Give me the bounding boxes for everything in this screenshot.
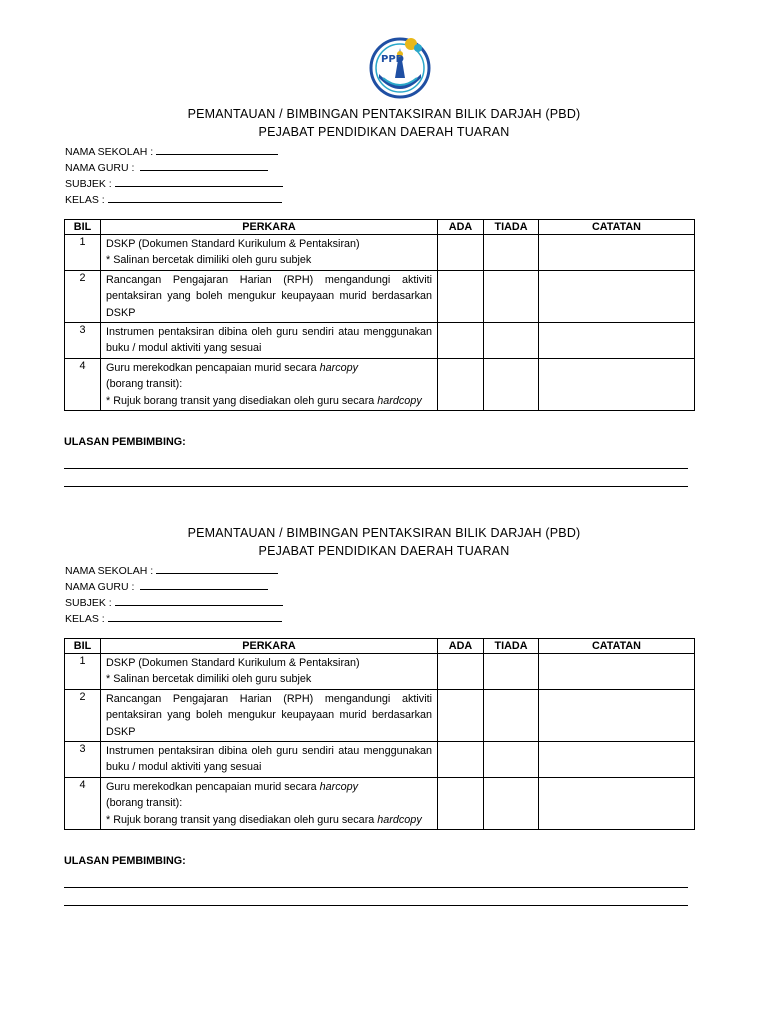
logo-text: PPD [381,54,404,65]
row-number: 3 [65,742,101,778]
row-perkara: DSKP (Dokumen Standard Kurikulum & Pentaksiran) * Salinan bercetak dimiliki oleh guru subjek [101,235,438,271]
form-fields [65,563,768,627]
cell-tiada[interactable] [484,654,539,690]
header-tiada: TIADA [484,639,539,654]
field-subjek[interactable]: SUBJEK : [65,176,768,192]
header-bil: BIL [65,220,101,235]
field-nama-sekolah[interactable]: NAMA SEKOLAH : [65,144,768,160]
ppd-logo [367,34,433,100]
row-perkara: Guru merekodkan pencapaian murid secara harcopy (borang transit): * Rujuk borang transit yang disediakan oleh guru secara hardcopy [101,358,438,410]
cell-catatan[interactable] [539,270,695,322]
row-number: 4 [65,358,101,410]
form-2 [0,525,768,867]
table-row [65,689,695,741]
cell-tiada[interactable] [484,323,539,359]
cell-catatan[interactable] [539,742,695,778]
table-header-row [65,639,695,654]
cell-ada[interactable] [438,777,484,829]
ulasan-line[interactable] [64,887,688,888]
form-title: PEMANTAUAN / BIMBINGAN PENTAKSIRAN BILIK DARJAH (PBD) [187,526,581,540]
row-perkara: Rancangan Pengajaran Harian (RPH) mengandungi aktiviti pentaksiran yang boleh mengukur keupayaan murid berdasarkan DSKP [101,270,438,322]
cell-ada[interactable] [438,358,484,410]
cell-catatan[interactable] [539,689,695,741]
row-number: 2 [65,270,101,322]
cell-ada[interactable] [438,689,484,741]
cell-catatan[interactable] [539,654,695,690]
header-perkara: PERKARA [101,639,438,654]
header-tiada: TIADA [484,220,539,235]
cell-tiada[interactable] [484,689,539,741]
table-header-row [65,220,695,235]
ulasan-label: ULASAN PEMBIMBING: [64,855,186,867]
form-title: PEMANTAUAN / BIMBINGAN PENTAKSIRAN BILIK DARJAH (PBD) [187,107,581,121]
ulasan-line[interactable] [64,905,688,906]
header-catatan: CATATAN [539,639,695,654]
ulasan-line[interactable] [64,486,688,487]
row-number: 1 [65,235,101,271]
field-subjek[interactable]: SUBJEK : [65,595,768,611]
field-kelas[interactable]: KELAS : [65,192,768,208]
form-subtitle: PEJABAT PENDIDIKAN DAERAH TUARAN [258,125,510,139]
cell-ada[interactable] [438,235,484,271]
header-perkara: PERKARA [101,220,438,235]
row-number: 3 [65,323,101,359]
ulasan-label: ULASAN PEMBIMBING: [64,436,186,448]
row-number: 4 [65,777,101,829]
cell-tiada[interactable] [484,742,539,778]
form-subtitle: PEJABAT PENDIDIKAN DAERAH TUARAN [258,544,510,558]
field-kelas[interactable]: KELAS : [65,611,768,627]
cell-tiada[interactable] [484,235,539,271]
form-fields [65,144,768,208]
header-catatan: CATATAN [539,220,695,235]
checklist-table [64,638,695,830]
row-perkara: DSKP (Dokumen Standard Kurikulum & Pentaksiran) * Salinan bercetak dimiliki oleh guru subjek [101,654,438,690]
cell-ada[interactable] [438,654,484,690]
cell-tiada[interactable] [484,777,539,829]
ulasan-line[interactable] [64,468,688,469]
field-nama-sekolah[interactable]: NAMA SEKOLAH : [65,563,768,579]
table-row [65,235,695,271]
cell-tiada[interactable] [484,270,539,322]
cell-catatan[interactable] [539,358,695,410]
table-row [65,270,695,322]
field-nama-guru[interactable]: NAMA GURU : [65,579,768,595]
cell-catatan[interactable] [539,777,695,829]
cell-ada[interactable] [438,270,484,322]
cell-tiada[interactable] [484,358,539,410]
cell-catatan[interactable] [539,235,695,271]
row-perkara: Instrumen pentaksiran dibina oleh guru sendiri atau menggunakan buku / modul aktiviti yang sesuai [101,323,438,359]
row-perkara: Guru merekodkan pencapaian murid secara harcopy (borang transit): * Rujuk borang transit yang disediakan oleh guru secara hardcopy [101,777,438,829]
cell-ada[interactable] [438,323,484,359]
field-nama-guru[interactable]: NAMA GURU : [65,160,768,176]
table-row [65,323,695,359]
checklist-table [64,219,695,411]
table-row [65,777,695,829]
header-ada: ADA [438,220,484,235]
row-number: 2 [65,689,101,741]
cell-ada[interactable] [438,742,484,778]
table-row [65,742,695,778]
row-perkara: Rancangan Pengajaran Harian (RPH) mengandungi aktiviti pentaksiran yang boleh mengukur keupayaan murid berdasarkan DSKP [101,689,438,741]
table-row [65,358,695,410]
header-bil: BIL [65,639,101,654]
row-perkara: Instrumen pentaksiran dibina oleh guru sendiri atau menggunakan buku / modul aktiviti yang sesuai [101,742,438,778]
row-number: 1 [65,654,101,690]
table-row [65,654,695,690]
form-1 [0,106,768,448]
header-ada: ADA [438,639,484,654]
cell-catatan[interactable] [539,323,695,359]
